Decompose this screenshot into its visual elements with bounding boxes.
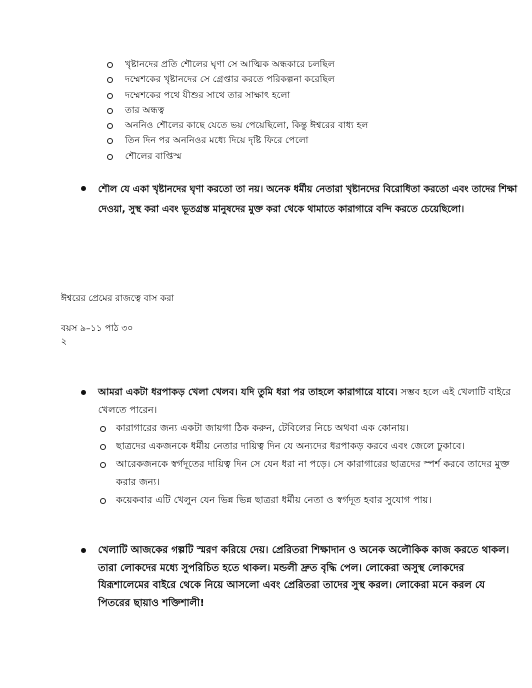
story-point: অননিও শৌলের কাছে যেতে ভয় পেয়েছিলো, কিন্তু ঈশ্বরের বাধ্য হল [107,118,517,133]
story-point: দম্মেশকের খৃষ্টানদের সে গ্রেপ্তার করতে পরিকল্পনা করেছিল [107,72,517,87]
lesson-title: ঈশ্বরের প্রেমের রাজত্বে বাস করা [61,294,174,304]
story-point: তিন দিন পর অননিওর মধ্যে দিয়ে দৃষ্টি ফিরে পেলো [107,133,517,148]
age-lesson-line: বয়স ৯–১১ পাঠ ৩০ [61,324,134,334]
page-number: ২ [61,337,67,347]
bullet-dot [81,390,86,395]
reminder-paragraph-text: খেলাটি আজকের গল্পটি স্মরণ করিয়ে দেয়। প্রেরিতরা শিক্ষাদান ও অনেক অলৌকিক কাজ করতে থাকল। তারা লোকদের মধ্যে সুপরিচিত হতে থাকল। মন্ডলী দ্রুত বৃদ্ধি পেল। লোকেরা অসুস্থ লোকদের যিরূশালেমের বাইরে থেকে নিয়ে আসলো এবং প্রেরিতরা তাদের সুস্থ করল। লোকেরা মনে করল যে পিতরের ছায়াও শক্তিশালী! [98,545,510,609]
game-intro [98,384,518,419]
reminder-paragraph [98,542,518,612]
story-points-list [107,57,517,164]
game-section [98,384,518,510]
bullet-dot [81,548,86,553]
game-step: কয়েকবার এটি খেলুন যেন ভিন্ন ভিন্ন ছাত্ররা ধর্মীয় নেতা ও স্বর্গদূত হবার সুযোগ পায়। [98,492,518,510]
game-intro-rest: সম্ভব হলে এই খেলাটি বাইরে খেলতে পারেন। [98,387,511,416]
game-step: ছাত্রদের একজনকে ধর্মীয় নেতার দায়িত্ব দিন যে অন্যদের ধরপাকড় করবে এবং জেলে ঢুকাবে। [98,438,518,456]
story-point: শৌলের বাপ্তিস্ম [107,149,517,164]
game-step: কারাগারের জন্য একটা জায়গা ঠিক করুন, টেবিলের নিচে অথবা এক কোনায়। [98,420,518,438]
story-point: খৃষ্টানদের প্রতি শৌলের ঘৃণা সে আত্মিক অন্ধকারে চলছিল [107,57,517,72]
game-intro-bold: আমরা একটা ধরপাকড় খেলা খেলব। যদি তুমি ধরা পর তাহলে কারাগারে যাবে। [98,387,398,398]
game-step: আরেকজনকে স্বর্গদূতের দায়িত্ব দিন সে যেন ধরা না পড়ে। সে কারাগারের ছাত্রদের স্পর্শ করবে তাদের মুক্ত করার জন্য। [98,456,518,492]
bullet-dot [81,186,86,191]
story-point: তার অন্ধত্ব [107,103,517,118]
saul-paragraph-text: শৌল যে একা খৃষ্টানদের ঘৃণা করতো তা নয়। অনেক ধর্মীয় নেতারা খৃষ্টানদের বিরোধিতা করতো এবং তাদের শিক্ষা দেওয়া, সুস্থ করা এবং ভূতগ্রস্ত মানুষদের মুক্ত করা থেকে থামাতে কারাগারে বন্দি করতে চেয়েছিলো। [98,184,518,215]
story-point: দম্মেশকের পথে যীশুর সাথে তার সাক্ষাৎ হলো [107,88,517,103]
game-steps-list [98,420,518,510]
saul-paragraph [98,180,518,220]
